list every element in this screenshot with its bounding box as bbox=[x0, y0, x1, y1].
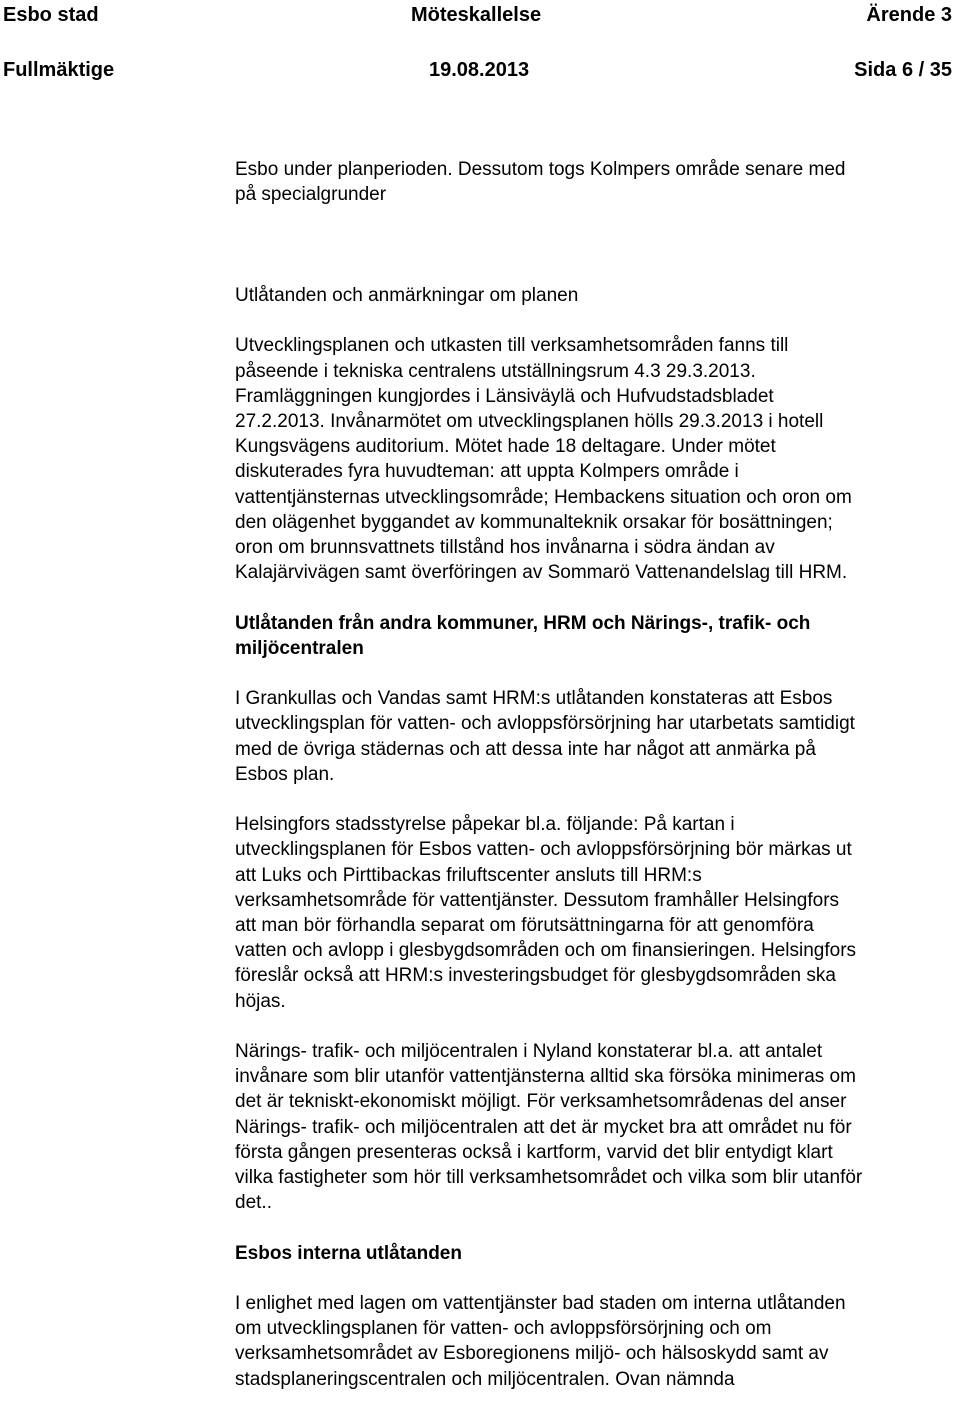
header-item-number: Ärende 3 bbox=[866, 4, 952, 26]
text-line: höjas. bbox=[235, 990, 286, 1012]
header-page-number: Sida 6 / 35 bbox=[854, 59, 952, 81]
heading-line: miljöcentralen bbox=[235, 637, 364, 659]
text-line: utvecklingsplan för vatten- och avloppsförsörjning har utarbetats samtidigt bbox=[235, 713, 855, 735]
header-organization: Esbo stad bbox=[3, 4, 99, 26]
text-line: stadsplaneringscentralen och miljöcentralen. Ovan nämnda bbox=[235, 1368, 735, 1390]
text-line: föreslår också att HRM:s investeringsbudget för glesbygdsområden ska bbox=[235, 965, 836, 987]
text-line: Esbo under planperioden. Dessutom togs Kolmpers område senare med bbox=[235, 159, 846, 180]
text-line: första gången presenteras också i kartform, varvid det blir entydigt klart bbox=[235, 1141, 833, 1163]
text-line: Kalajärvivägen samt överföringen av Sommarö Vattenandelslag till HRM. bbox=[235, 562, 848, 584]
text-line: vatten och avlopp i glesbygdsområden och om finansieringen. Helsingfors bbox=[235, 940, 857, 962]
paragraph-ntm-centralen bbox=[235, 1039, 960, 1215]
text-line: I enlighet med lagen om vattentjänster bad staden om interna utlåtanden bbox=[235, 1293, 846, 1315]
text-line: Kungsvägens auditorium. Mötet hade 18 deltagare. Under mötet bbox=[235, 436, 776, 458]
text-line: oron om brunnsvattnets tillstånd hos invånarna i södra ändan av bbox=[235, 537, 775, 559]
text-line: Närings- trafik- och miljöcentralen i Nyland konstaterar bl.a. att antalet bbox=[235, 1041, 823, 1063]
heading-line: Utlåtanden från andra kommuner, HRM och Närings-, trafik- och bbox=[235, 612, 811, 634]
text-line: om utvecklingsplanen för vatten- och avloppsförsörjning och om bbox=[235, 1318, 772, 1340]
header-date: 19.08.2013 bbox=[429, 59, 530, 81]
section-heading-statements: Utlåtanden och anmärkningar om planen bbox=[235, 285, 579, 306]
text-line: Helsingfors stadsstyrelse påpekar bl.a. följande: På kartan i bbox=[235, 814, 735, 836]
text-line: I Grankullas och Vandas samt HRM:s utlåtanden konstateras att Esbos bbox=[235, 688, 833, 710]
text-line: 27.2.2013. Invånarmötet om utvecklingsplanen hölls 29.3.2013 i hotell bbox=[235, 411, 824, 432]
section-heading-internal: Esbos interna utlåtanden bbox=[235, 1242, 462, 1264]
text-line: diskuterades fyra huvudteman: att uppta Kolmpers område i bbox=[235, 461, 739, 483]
paragraph-internal-statements bbox=[235, 1291, 960, 1392]
header-document-type: Möteskallelse bbox=[411, 4, 542, 26]
text-line: Utvecklingsplanen och utkasten till verksamhetsområden fanns till bbox=[235, 335, 789, 357]
text-line: verksamhetsområde för vattentjänster. Dessutom framhåller Helsingfors bbox=[235, 889, 840, 911]
section-heading-municipalities bbox=[235, 611, 960, 661]
header-body: Fullmäktige bbox=[3, 59, 115, 81]
text-line: att Luks och Pirttibackas friluftscenter ansluts till HRM:s bbox=[235, 864, 702, 886]
paragraph-helsingfors bbox=[235, 812, 960, 1014]
text-line: vilka fastigheter som hör till verksamhetsområdet och vilka som blir utanför bbox=[235, 1167, 863, 1189]
text-line: Framläggningen kungjordes i Länsiväylä och Hufvudstadsbladet bbox=[235, 385, 774, 407]
paragraph-exhibition bbox=[235, 333, 960, 585]
text-line: verksamhetsområdet av Esboregionens miljö- och hälsoskydd samt av bbox=[235, 1343, 829, 1365]
text-line: med de övriga städernas och att dessa inte har något att anmärka på bbox=[235, 738, 816, 760]
text-line: det.. bbox=[235, 1192, 272, 1214]
document-body bbox=[235, 157, 960, 1392]
text-line: att man bör förhandla separat om förutsättningarna för att genomföra bbox=[235, 915, 814, 937]
text-line: utvecklingsplanen för Esbos vatten- och avloppsförsörjning bör märkas ut bbox=[235, 839, 852, 861]
text-line: den olägenhet byggandet av kommunalteknik orsakar för bosättningen; bbox=[235, 511, 833, 533]
text-line: Esbos plan. bbox=[235, 763, 335, 785]
text-line: på specialgrunder bbox=[235, 184, 387, 206]
text-line: vattentjänsternas utvecklingsområde; Hembackens situation och oron om bbox=[235, 486, 852, 508]
text-line: påseende i tekniska centralens utställningsrum 4.3 29.3.2013. bbox=[235, 360, 756, 382]
text-line: Närings- trafik- och miljöcentralen att det är mycket bra att området nu för bbox=[235, 1116, 852, 1138]
text-line: det är tekniskt-ekonomiskt möjligt. För verksamhetsområdenas del anser bbox=[235, 1091, 847, 1113]
paragraph-grankulla-vanda bbox=[235, 686, 960, 787]
text-line: invånare som blir utanför vattentjänsterna alltid ska försöka minimeras om bbox=[235, 1066, 856, 1088]
intro-paragraph bbox=[235, 157, 960, 207]
